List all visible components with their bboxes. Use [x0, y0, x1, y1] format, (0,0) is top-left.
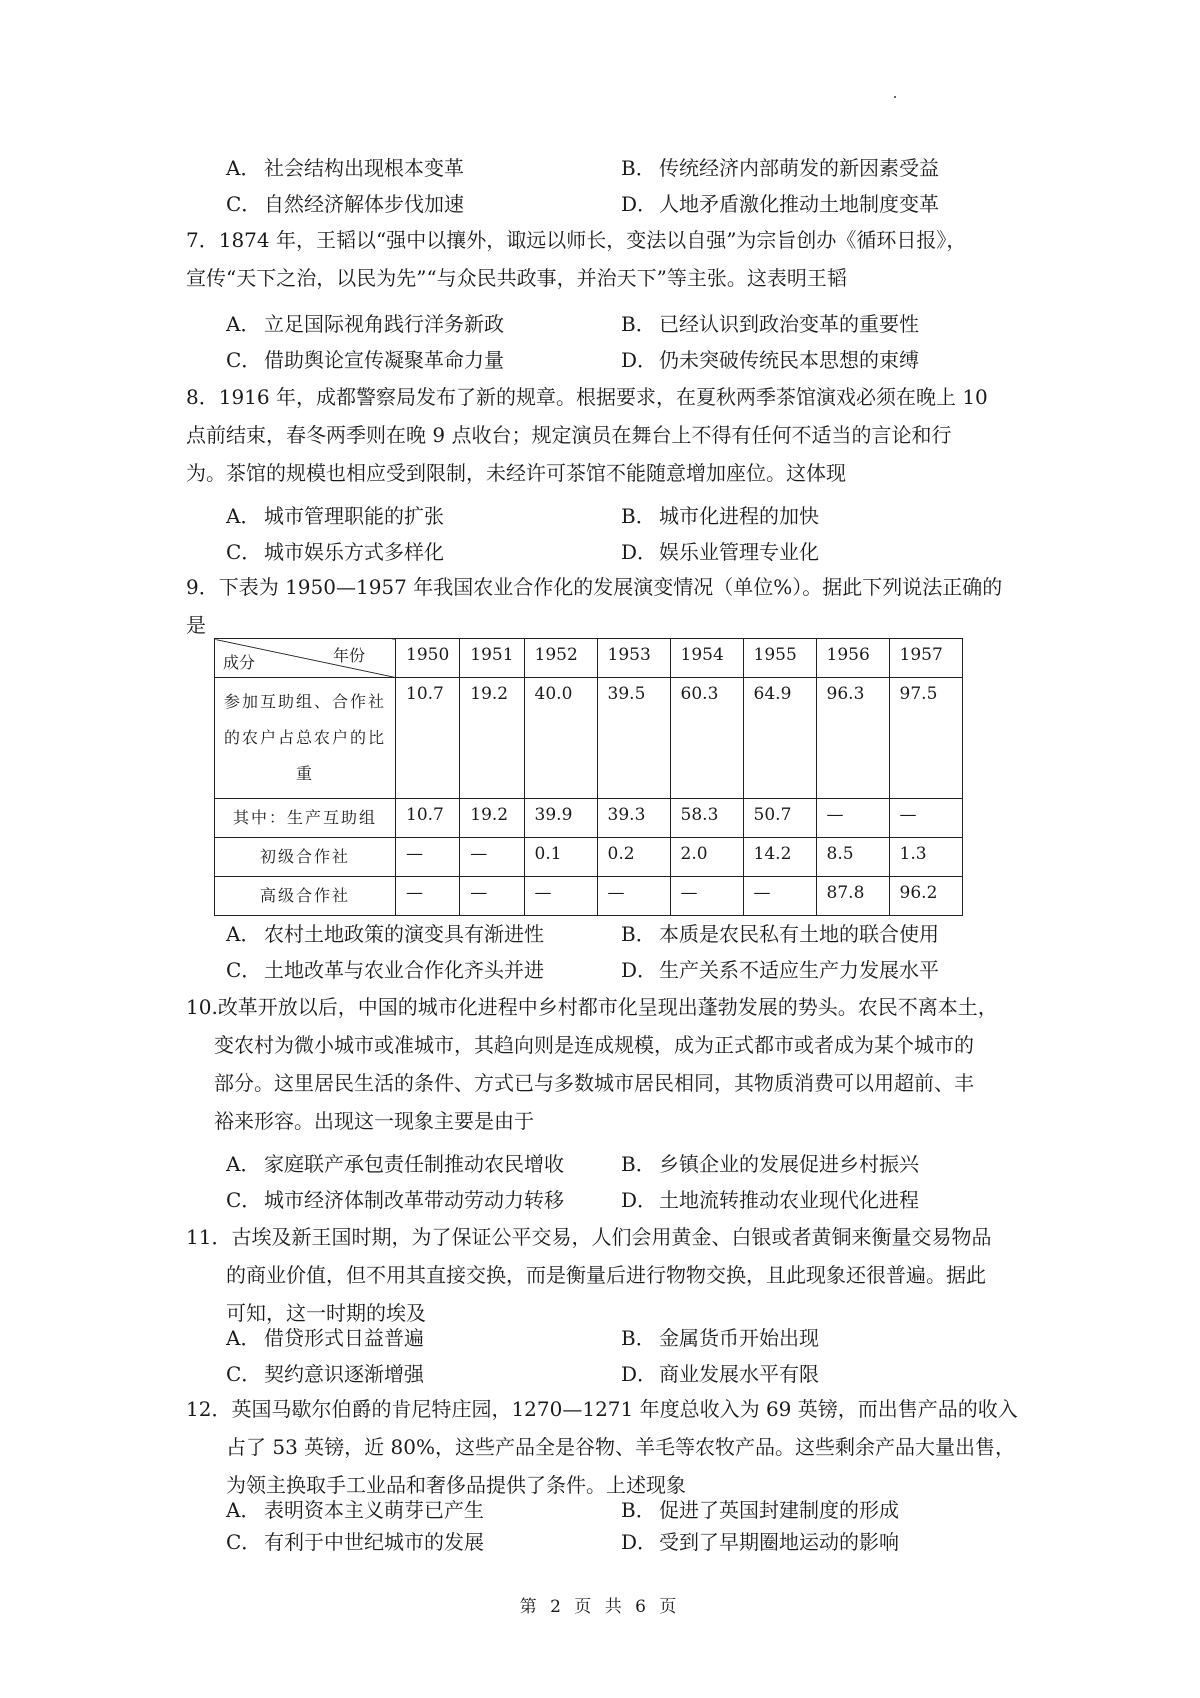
- question-text: 7．1874 年，王韬以“强中以攘外，诹远以师长，变法以自强”为宗旨创办《循环日报》，: [186, 228, 967, 252]
- table-cell: 50.7: [743, 799, 816, 838]
- table-cell: —: [460, 877, 524, 916]
- option-row: [226, 1358, 1006, 1394]
- row-label: 参加互助组、合作社的农户占总农户的比重: [215, 678, 396, 799]
- option-b: B． 传统经济内部萌发的新因素受益: [621, 156, 939, 180]
- row-label: 其中：生产互助组: [215, 799, 396, 838]
- page-number-footer: 第 2 页 共 6 页: [519, 1597, 681, 1617]
- option-b: B． 已经认识到政治变革的重要性: [621, 312, 919, 336]
- option-c: C． 有利于中世纪城市的发展: [226, 1530, 484, 1554]
- option-c: C． 自然经济解体步伐加速: [226, 192, 464, 216]
- table-cell: 0.1: [524, 838, 597, 877]
- option-c: C． 城市经济体制改革带动劳动力转移: [226, 1188, 564, 1212]
- question-text: 宣传“天下之治，以民为先”“与众民共政事，并治天下”等主张。这表明王韬: [186, 266, 847, 290]
- q10-options: [226, 1148, 1006, 1220]
- option-a: A． 立足国际视角践行洋务新政: [226, 312, 504, 336]
- question-text: 12．英国马歇尔伯爵的肯尼特庄园，1270—1271 年度总收入为 69 英镑，而出售产品的收入: [186, 1397, 1018, 1421]
- option-b: B． 本质是农民私有土地的联合使用: [621, 922, 939, 946]
- table-cell: —: [670, 877, 743, 916]
- option-row: [226, 308, 1006, 344]
- question-text: 11．古埃及新王国时期，为了保证公平交易，人们会用黄金、白银或者黄铜来衡量交易物品: [186, 1225, 992, 1249]
- question-8: [186, 378, 1016, 492]
- option-a: A． 表明资本主义萌芽已产生: [226, 1498, 484, 1522]
- option-row: [226, 1526, 1006, 1562]
- option-d: D．商业发展水平有限: [621, 1362, 819, 1386]
- table-cell: 2.0: [670, 838, 743, 877]
- option-d: D．土地流转推动农业现代化进程: [621, 1188, 919, 1212]
- table-cell: —: [396, 877, 460, 916]
- table-row: [215, 838, 963, 877]
- option-a: A． 城市管理职能的扩张: [226, 504, 444, 528]
- table-cell: 14.2: [743, 838, 816, 877]
- table-row: [215, 678, 963, 799]
- question-text: 可知，这一时期的埃及: [226, 1301, 426, 1325]
- option-c: C． 契约意识逐渐增强: [226, 1362, 424, 1386]
- year-header: 1953: [597, 639, 670, 678]
- option-d: D．仍未突破传统民本思想的束缚: [621, 348, 919, 372]
- q6-options: [226, 152, 1006, 224]
- question-text: 的商业价值，但不用其直接交换，而是衡量后进行物物交换，且此现象还很普遍。据此: [226, 1263, 986, 1287]
- option-c: C． 借助舆论宣传凝聚革命力量: [226, 348, 504, 372]
- table-corner-cell: 成分 年份: [215, 639, 396, 678]
- question-text: 为。茶馆的规模也相应受到限制，未经许可茶馆不能随意增加座位。这体现: [186, 461, 846, 485]
- option-d: D．人地矛盾激化推动土地制度变革: [621, 192, 939, 216]
- option-row: [226, 1184, 1006, 1220]
- option-row: [226, 1494, 1006, 1526]
- option-d: D．受到了早期圈地运动的影响: [621, 1530, 899, 1554]
- table-cell: 10.7: [396, 799, 460, 838]
- table-cell: 10.7: [396, 678, 460, 799]
- table-cell: 39.3: [597, 799, 670, 838]
- table-cell: 40.0: [524, 678, 597, 799]
- table-cell: 58.3: [670, 799, 743, 838]
- option-a: A． 家庭联产承包责任制推动农民增收: [226, 1152, 564, 1176]
- year-header: 1951: [460, 639, 524, 678]
- question-text: 变农村为微小城市或准城市，其趋向则是连成规模，成为正式都市或者成为某个城市的: [214, 1033, 974, 1057]
- option-row: [226, 536, 1006, 572]
- question-text: 占了 53 英镑，近 80%，这些产品全是谷物、羊毛等农牧产品。这些剩余产品大量出售，: [226, 1435, 1015, 1459]
- option-row: [226, 1322, 1006, 1358]
- option-d: D．生产关系不适应生产力发展水平: [621, 958, 939, 982]
- option-b: B． 金属货币开始出现: [621, 1326, 819, 1350]
- option-row: [226, 918, 1006, 954]
- option-d: D．娱乐业管理专业化: [621, 540, 819, 564]
- option-c: C． 土地改革与农业合作化齐头并进: [226, 958, 544, 982]
- year-header: 1950: [396, 639, 460, 678]
- option-row: [226, 188, 1006, 224]
- question-text: 10.改革开放以后，中国的城市化进程中乡村都市化呈现出蓬勃发展的势头。农民不离本土，: [186, 995, 998, 1019]
- question-text: 8．1916 年，成都警察局发布了新的规章。根据要求，在夏秋两季茶馆演戏必须在晚上 10: [186, 385, 988, 409]
- option-row: [226, 1148, 1006, 1184]
- question-text: 部分。这里居民生活的条件、方式已与多数城市居民相同，其物质消费可以用超前、丰: [214, 1071, 974, 1095]
- table-row: [215, 799, 963, 838]
- table-cell: 19.2: [460, 678, 524, 799]
- table-cell: 97.5: [889, 678, 962, 799]
- table-cell: —: [816, 799, 889, 838]
- table-header-row: [215, 639, 963, 678]
- table-cell: —: [743, 877, 816, 916]
- q11-options: [226, 1322, 1006, 1394]
- year-header: 1952: [524, 639, 597, 678]
- q8-options: [226, 500, 1006, 572]
- q12-options: [226, 1494, 1006, 1562]
- question-12: [186, 1390, 1016, 1504]
- row-label: 高级合作社: [215, 877, 396, 916]
- option-a: A． 农村土地政策的演变具有渐进性: [226, 922, 544, 946]
- option-a: A． 社会结构出现根本变革: [226, 156, 464, 180]
- question-text: 是: [186, 613, 206, 637]
- table-cell: 39.9: [524, 799, 597, 838]
- table-cell: 64.9: [743, 678, 816, 799]
- table-cell: 39.5: [597, 678, 670, 799]
- question-11: [186, 1218, 1016, 1332]
- year-header: 1957: [889, 639, 962, 678]
- year-header: 1955: [743, 639, 816, 678]
- question-text: 9．下表为 1950—1957 年我国农业合作化的发展演变情况（单位%）。据此下列说法正确的: [186, 575, 1003, 599]
- year-header: 1956: [816, 639, 889, 678]
- table-cell: 96.2: [889, 877, 962, 916]
- option-a: A． 借贷形式日益普遍: [226, 1326, 424, 1350]
- table-cell: 19.2: [460, 799, 524, 838]
- row-label: 初级合作社: [215, 838, 396, 877]
- question-text: 为领主换取手工业品和奢侈品提供了条件。上述现象: [226, 1473, 686, 1497]
- table-cell: 0.2: [597, 838, 670, 877]
- table-row: [215, 877, 963, 916]
- option-row: [226, 954, 1006, 990]
- question-text: 点前结束，春冬两季则在晚 9 点收台；规定演员在舞台上不得有任何不适当的言论和行: [186, 423, 952, 447]
- option-b: B． 促进了英国封建制度的形成: [621, 1498, 899, 1522]
- table-cell: —: [460, 838, 524, 877]
- table-cell: —: [889, 799, 962, 838]
- table-cell: —: [524, 877, 597, 916]
- question-7: [186, 221, 1016, 297]
- table-cell: —: [597, 877, 670, 916]
- option-row: [226, 344, 1006, 380]
- option-row: [226, 500, 1006, 536]
- option-row: [226, 152, 1006, 188]
- question-9: [186, 568, 1016, 644]
- option-c: C． 城市娱乐方式多样化: [226, 540, 444, 564]
- scan-speck: [894, 96, 896, 98]
- table-cell: 60.3: [670, 678, 743, 799]
- table-cell: —: [396, 838, 460, 877]
- question-10: [186, 988, 1016, 1140]
- q9-options: [226, 918, 1006, 990]
- question-text: 裕来形容。出现这一现象主要是由于: [214, 1109, 534, 1133]
- table-cell: 96.3: [816, 678, 889, 799]
- option-b: B． 城市化进程的加快: [621, 504, 819, 528]
- year-header: 1954: [670, 639, 743, 678]
- table-cell: 87.8: [816, 877, 889, 916]
- table-cell: 8.5: [816, 838, 889, 877]
- option-b: B． 乡镇企业的发展促进乡村振兴: [621, 1152, 919, 1176]
- q7-options: [226, 308, 1006, 380]
- table-cell: 1.3: [889, 838, 962, 877]
- cooperation-table: [214, 638, 963, 916]
